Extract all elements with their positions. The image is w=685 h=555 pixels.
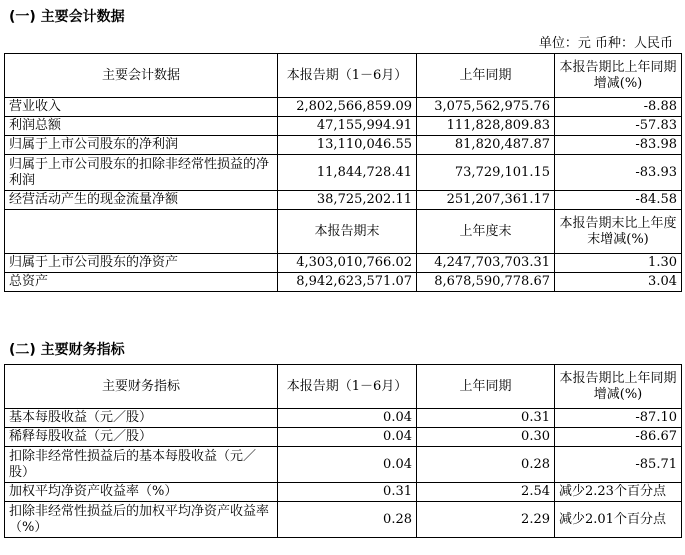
row-change: -85.71 [555, 447, 682, 483]
row-current: 4,303,010,766.02 [278, 254, 417, 273]
row-prior: 81,820,487.87 [417, 136, 555, 155]
header-current-period: 本报告期（1－6月） [278, 365, 417, 409]
row-change: 3.04 [555, 273, 682, 292]
row-prior: 3,075,562,975.76 [417, 98, 555, 117]
row-label: 总资产 [5, 273, 278, 292]
row-prior: 0.30 [417, 428, 555, 447]
header-item: 主要财务指标 [5, 365, 278, 409]
row-current: 13,110,046.55 [278, 136, 417, 155]
row-label: 归属于上市公司股东的净利润 [5, 136, 278, 155]
row-change: -84.58 [555, 191, 682, 210]
table-row [5, 155, 682, 191]
row-change: 减少2.23个百分点 [555, 483, 682, 502]
table-row [5, 273, 682, 292]
table-row [5, 254, 682, 273]
table-row [5, 502, 682, 538]
table-row [5, 98, 682, 117]
section2-heading: (二) 主要财务指标 [9, 342, 125, 358]
table-row [5, 428, 682, 447]
row-prior: 73,729,101.15 [417, 155, 555, 191]
table-row [5, 136, 682, 155]
row-label: 基本每股收益（元／股） [5, 409, 278, 428]
row-current: 11,844,728.41 [278, 155, 417, 191]
row-current: 0.04 [278, 447, 417, 483]
header-current-period: 本报告期（1－6月） [278, 54, 417, 98]
row-change: -8.88 [555, 98, 682, 117]
row-current: 0.31 [278, 483, 417, 502]
key-accounting-data-table [4, 53, 682, 292]
row-change: -86.67 [555, 428, 682, 447]
row-current: 0.04 [278, 428, 417, 447]
row-prior: 111,828,809.83 [417, 117, 555, 136]
row-label: 营业收入 [5, 98, 278, 117]
subheader-period-end: 本报告期末 [278, 210, 417, 254]
row-current: 47,155,994.91 [278, 117, 417, 136]
subheader-change: 本报告期末比上年度末增减(%) [555, 210, 682, 254]
row-current: 2,802,566,859.09 [278, 98, 417, 117]
row-label: 归属于上市公司股东的扣除非经常性损益的净利润 [5, 155, 278, 191]
key-financial-indicators-table [4, 364, 682, 538]
row-label: 稀释每股收益（元／股） [5, 428, 278, 447]
row-change: -83.93 [555, 155, 682, 191]
unit-currency-line: 单位：元 币种：人民币 [538, 36, 673, 51]
table-row [5, 483, 682, 502]
table-header-row [5, 54, 682, 98]
subheader-prior-year-end: 上年度末 [417, 210, 555, 254]
row-prior: 0.31 [417, 409, 555, 428]
row-current: 0.28 [278, 502, 417, 538]
row-label: 加权平均净资产收益率（%） [5, 483, 278, 502]
row-current: 38,725,202.11 [278, 191, 417, 210]
row-change: -57.83 [555, 117, 682, 136]
row-prior: 2.29 [417, 502, 555, 538]
row-label: 归属于上市公司股东的净资产 [5, 254, 278, 273]
row-prior: 251,207,361.17 [417, 191, 555, 210]
header-item: 主要会计数据 [5, 54, 278, 98]
row-label: 经营活动产生的现金流量净额 [5, 191, 278, 210]
row-label: 扣除非经常性损益后的基本每股收益（元／股） [5, 447, 278, 483]
table-row [5, 447, 682, 483]
row-change: -83.98 [555, 136, 682, 155]
header-change: 本报告期比上年同期增减(%) [555, 54, 682, 98]
header-prior-period: 上年同期 [417, 365, 555, 409]
table-subheader-row [5, 210, 682, 254]
table-header-row [5, 365, 682, 409]
row-prior: 2.54 [417, 483, 555, 502]
row-prior: 0.28 [417, 447, 555, 483]
row-change: 减少2.01个百分点 [555, 502, 682, 538]
row-change: -87.10 [555, 409, 682, 428]
row-label: 扣除非经常性损益后的加权平均净资产收益率（%） [5, 502, 278, 538]
row-change: 1.30 [555, 254, 682, 273]
table-row [5, 409, 682, 428]
row-current: 0.04 [278, 409, 417, 428]
header-change: 本报告期比上年同期增减(%) [555, 365, 682, 409]
row-prior: 4,247,703,703.31 [417, 254, 555, 273]
table-row [5, 117, 682, 136]
header-prior-period: 上年同期 [417, 54, 555, 98]
table-row [5, 191, 682, 210]
subheader-empty [5, 210, 278, 254]
section1-heading: (一) 主要会计数据 [9, 9, 125, 25]
row-prior: 8,678,590,778.67 [417, 273, 555, 292]
row-current: 8,942,623,571.07 [278, 273, 417, 292]
row-label: 利润总额 [5, 117, 278, 136]
